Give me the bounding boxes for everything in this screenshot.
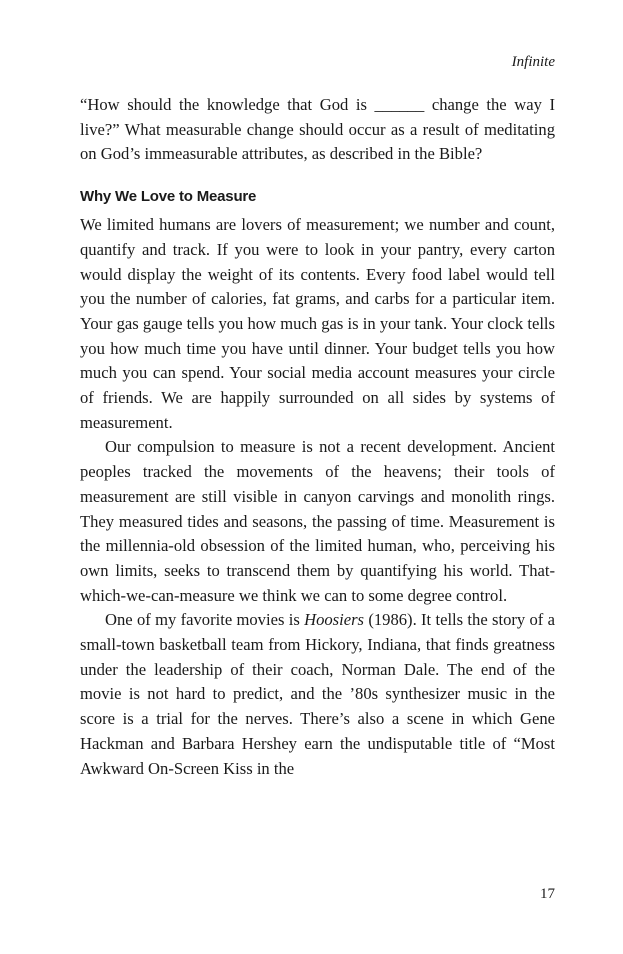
- paragraph-measurement: We limited humans are lovers of measurement; we number and count, quantify and track. If you were to look in your pantry, every carton would display the weight of its contents. Every food label would tell you the number of calories, fat grams, and carbs for a particular item. Your gas gauge tells you how much gas is in your tank. Your clock tells you how much time you have until dinner. Your budget tells you how much you can spend. Your social media account measures your circle of friends. We are happily surrounded on all sides by systems of measurement.: [80, 215, 555, 432]
- page-body: [80, 93, 555, 781]
- hoosiers-text-after: (1986). It tells the story of a small-town basketball team from Hickory, Indiana, that finds greatness under the leadership of their coach, Norman Dale. The end of the movie is not hard to predict, and the ’80s synthesizer music in the score is a trial for the nerves. There’s also a scene in which Gene Hackman and Barbara Hershey earn the undisputable title of “Most Awkward On-Screen Kiss in the: [80, 610, 555, 778]
- page-number: 17: [540, 886, 555, 902]
- paragraph-compulsion: Our compulsion to measure is not a recent development. Ancient peoples tracked the movements of the heavens; their tools of measurement are still visible in canyon carvings and monolith rings. They measured tides and seasons, the passing of time. Measurement is the millennia-old obsession of the limited human, who, perceiving his own limits, seeks to transcend them by quantifying his world. That-which-we-can-measure we think we can to some degree control.: [80, 437, 555, 605]
- paragraph-hoosiers: [80, 608, 555, 781]
- movie-title: Hoosiers: [304, 610, 365, 630]
- running-head: Infinite: [511, 54, 555, 70]
- hoosiers-text-before: One of my favorite movies is: [105, 610, 305, 630]
- paragraph-intro-question: “How should the knowledge that God is ______ change the way I live?” What measurable change should occur as a result of meditating on God’s immeasurable attributes, as described in the Bible?: [80, 95, 555, 164]
- section-heading: Why We Love to Measure: [80, 188, 257, 206]
